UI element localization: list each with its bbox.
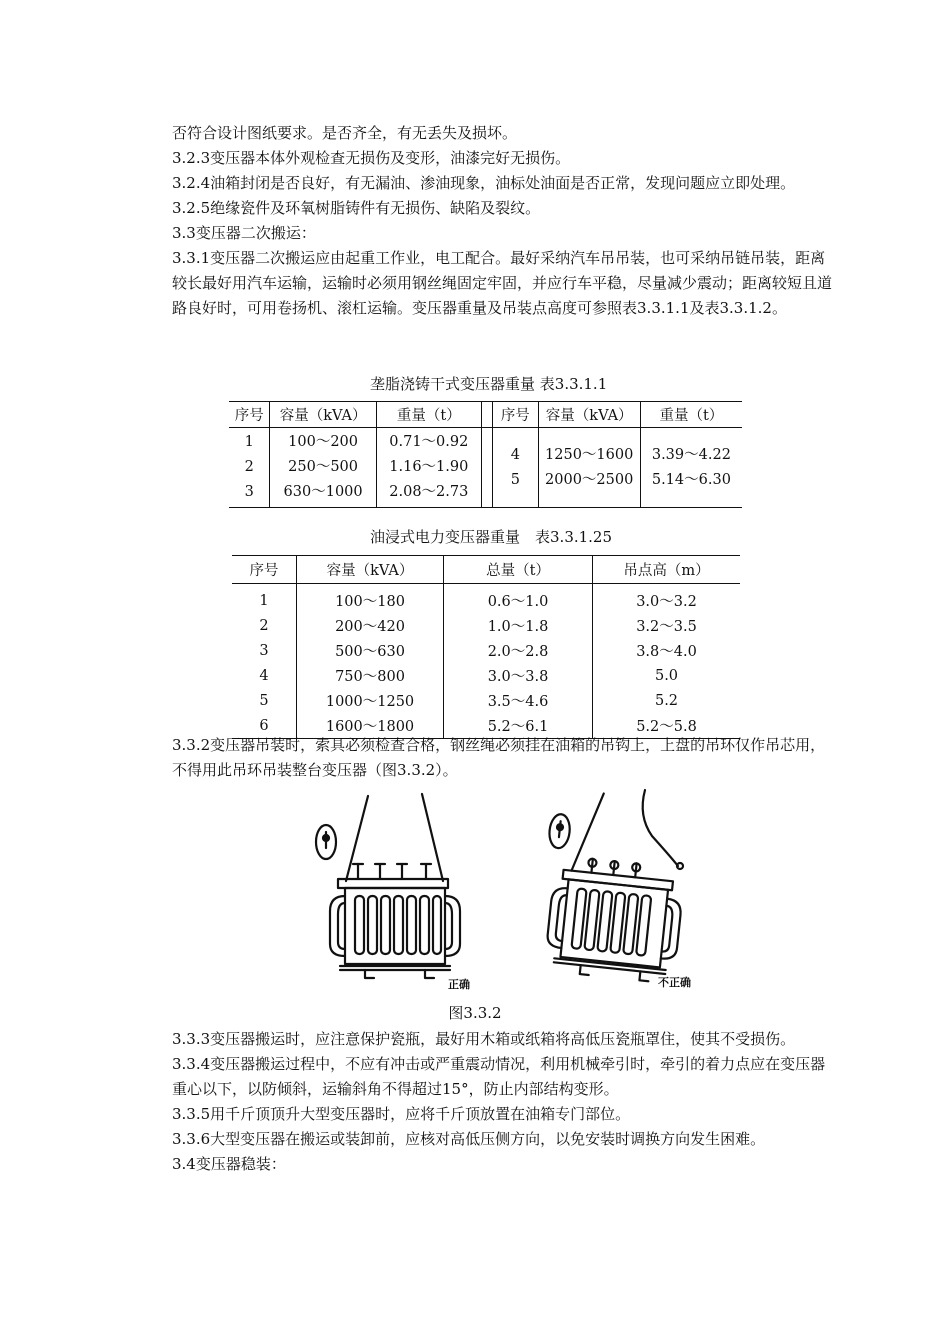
cell-value: 630～1000 (283, 484, 363, 500)
table-cell: 3.2～3.5 (636, 619, 697, 635)
table1-caption: 垄脂浇铸干式变压器重量 表3.3.1.1 (370, 375, 608, 393)
table-cell: 1.0～1.8 (444, 613, 593, 638)
cell-value: 100～200 (288, 434, 359, 450)
table-cell: 5 (232, 688, 297, 713)
table-cell (376, 428, 481, 508)
table-cell: 5.2 (654, 692, 679, 709)
table-cell: 500～630 (297, 638, 444, 663)
loose-cable (643, 790, 678, 866)
figure-caption: 图3.3.2 (448, 1004, 502, 1022)
transformer-incorrect-illustration (535, 788, 692, 984)
table-cell (493, 428, 539, 508)
cell-value: 2 (244, 459, 254, 475)
table-row (232, 638, 740, 663)
table-divider (481, 428, 492, 508)
table-header: 容量（kVA） (297, 556, 444, 584)
table-cell: 0.6～1.0 (444, 584, 593, 614)
table-header: 重量（t） (376, 402, 481, 428)
cell-value: 1250～1600 (545, 446, 634, 463)
table-cell: 750～800 (297, 663, 444, 688)
cell-value: 5 (510, 471, 520, 488)
table-cell: 1600～1800 (297, 713, 444, 739)
hook-eye (677, 863, 683, 869)
table-header: 序号 (232, 556, 297, 584)
paragraph: 3.3.3变压器搬运时，应注意保护瓷瓶，最好用木箱或纸箱将高低压瓷瓶罩住，使其不受损伤。 (172, 1030, 796, 1048)
table-row (232, 663, 740, 688)
label-incorrect: 不正确 (658, 976, 691, 989)
label-correct: 正确 (448, 978, 470, 991)
cell-value: 1.16～1.90 (389, 459, 469, 475)
table-cell: 2.0～2.8 (444, 638, 593, 663)
table2-caption: 油浸式电力变压器重量 表3.3.1.25 (370, 528, 613, 546)
transformer-correct-illustration (316, 794, 460, 978)
paragraph: 3.3.5用千斤顶顶升大型变压器时，应将千斤顶放置在油箱专门部位。 (172, 1105, 631, 1123)
table-cell: 5.0 (654, 667, 679, 684)
paragraph: 3.2.4油箱封闭是否良好，有无漏油、渗油现象，油标处油面是否正常，发现问题应立即处理。 (172, 174, 796, 192)
radiator-fins (571, 888, 651, 955)
table-cell: 3.5～4.6 (444, 688, 593, 713)
table-row (232, 584, 740, 614)
paragraph: 否符合设计图纸要求。是否齐全，有无丢失及损坏。 (172, 124, 518, 142)
table-cell: 1 (232, 584, 297, 614)
cell-value: 5.14～6.30 (651, 471, 731, 488)
table-header: 序号 (493, 402, 539, 428)
table-row (232, 613, 740, 638)
table-cell: 6 (232, 713, 297, 739)
cell-value: 2000～2500 (545, 471, 634, 488)
paragraphs-bottom (172, 1027, 840, 1177)
table-cell: 3.0～3.8 (444, 663, 593, 688)
table-cell: 1000～1250 (297, 688, 444, 713)
table-cell: 200～420 (297, 613, 444, 638)
paragraphs-top (172, 121, 840, 321)
paragraph: 3.2.3变压器本体外观检查无损伤及变形，油漆完好无损伤。 (172, 149, 571, 167)
table-cell: 4 (232, 663, 297, 688)
table-dry-transformer-weight (229, 401, 742, 508)
table-cell (229, 428, 270, 508)
paragraph: 3.3.1变压器二次搬运应由起重工作业，电工配合。最好采纳汽车吊吊装，也可采纳吊链吊装，距离较长最好用汽车运输，运输时必须用钢丝绳固定牢固，并应行车平稳，尽量减少震动；距离较短且道路良好时，可用卷扬机、滚杠运输。变压器重量及吊装点高度可参照表3.3.1.1及表3.3.1.2。 (172, 249, 833, 317)
table-cell: 3.0～3.2 (636, 594, 697, 610)
table-cell: 5.2～5.8 (636, 719, 697, 735)
table-cell: 100～180 (297, 584, 444, 614)
lifting-diagram (300, 786, 710, 998)
paragraph-3-3-2: 3.3.2变压器吊装时，索具必须检查合格，钢丝绳必须挂在油箱的吊钩上，上盘的吊环仅作吊芯用，不得用此吊环吊装整台变压器（图3.3.2）。 (172, 736, 826, 779)
bushings (353, 864, 431, 879)
bushings (587, 858, 640, 877)
paragraph: 3.3.6大型变压器在搬运或装卸前，应核对高低压侧方向，以免安装时调换方向发生困难。 (172, 1130, 766, 1148)
table-header: 容量（kVA） (538, 402, 640, 428)
cell-value: 0.71～0.92 (389, 434, 469, 450)
cell-value: 3 (244, 484, 254, 500)
table-cell: 3.8～4.0 (636, 644, 697, 660)
table-cell: 5.2～6.1 (444, 713, 593, 739)
table-cell: 3 (232, 638, 297, 663)
table-oil-transformer-weight (232, 555, 740, 739)
table-cell (640, 428, 742, 508)
table-header: 重量（t） (640, 402, 742, 428)
table-row (232, 688, 740, 713)
cell-value: 2.08～2.73 (389, 484, 469, 500)
table-header: 吊点高（m） (593, 556, 741, 584)
table-divider (481, 402, 492, 428)
paragraph: 3.3变压器二次搬运： (172, 224, 316, 242)
cell-value: 1 (244, 434, 254, 450)
table-header: 序号 (229, 402, 270, 428)
table-cell: 2 (232, 613, 297, 638)
paragraph: 3.3.4变压器搬运过程中，不应有冲击或严重震动情况，利用机械牵引时，牵引的着力点应在变压器重心以下，以防倾斜，运输斜角不得超过15°，防止内部结构变形。 (172, 1055, 826, 1098)
cell-value: 3.39～4.22 (651, 446, 731, 463)
table-cell (538, 428, 640, 508)
table-header: 容量（kVA） (270, 402, 376, 428)
cell-value: 4 (510, 446, 520, 463)
radiator-fins (355, 896, 441, 954)
paragraph: 3.2.5绝缘瓷件及环氧树脂铸件有无损伤、缺陷及裂纹。 (172, 199, 541, 217)
table-cell (270, 428, 376, 508)
cell-value: 250～500 (288, 459, 359, 475)
table-header: 总量（t） (444, 556, 593, 584)
paragraph: 3.4变压器稳装： (172, 1155, 286, 1173)
